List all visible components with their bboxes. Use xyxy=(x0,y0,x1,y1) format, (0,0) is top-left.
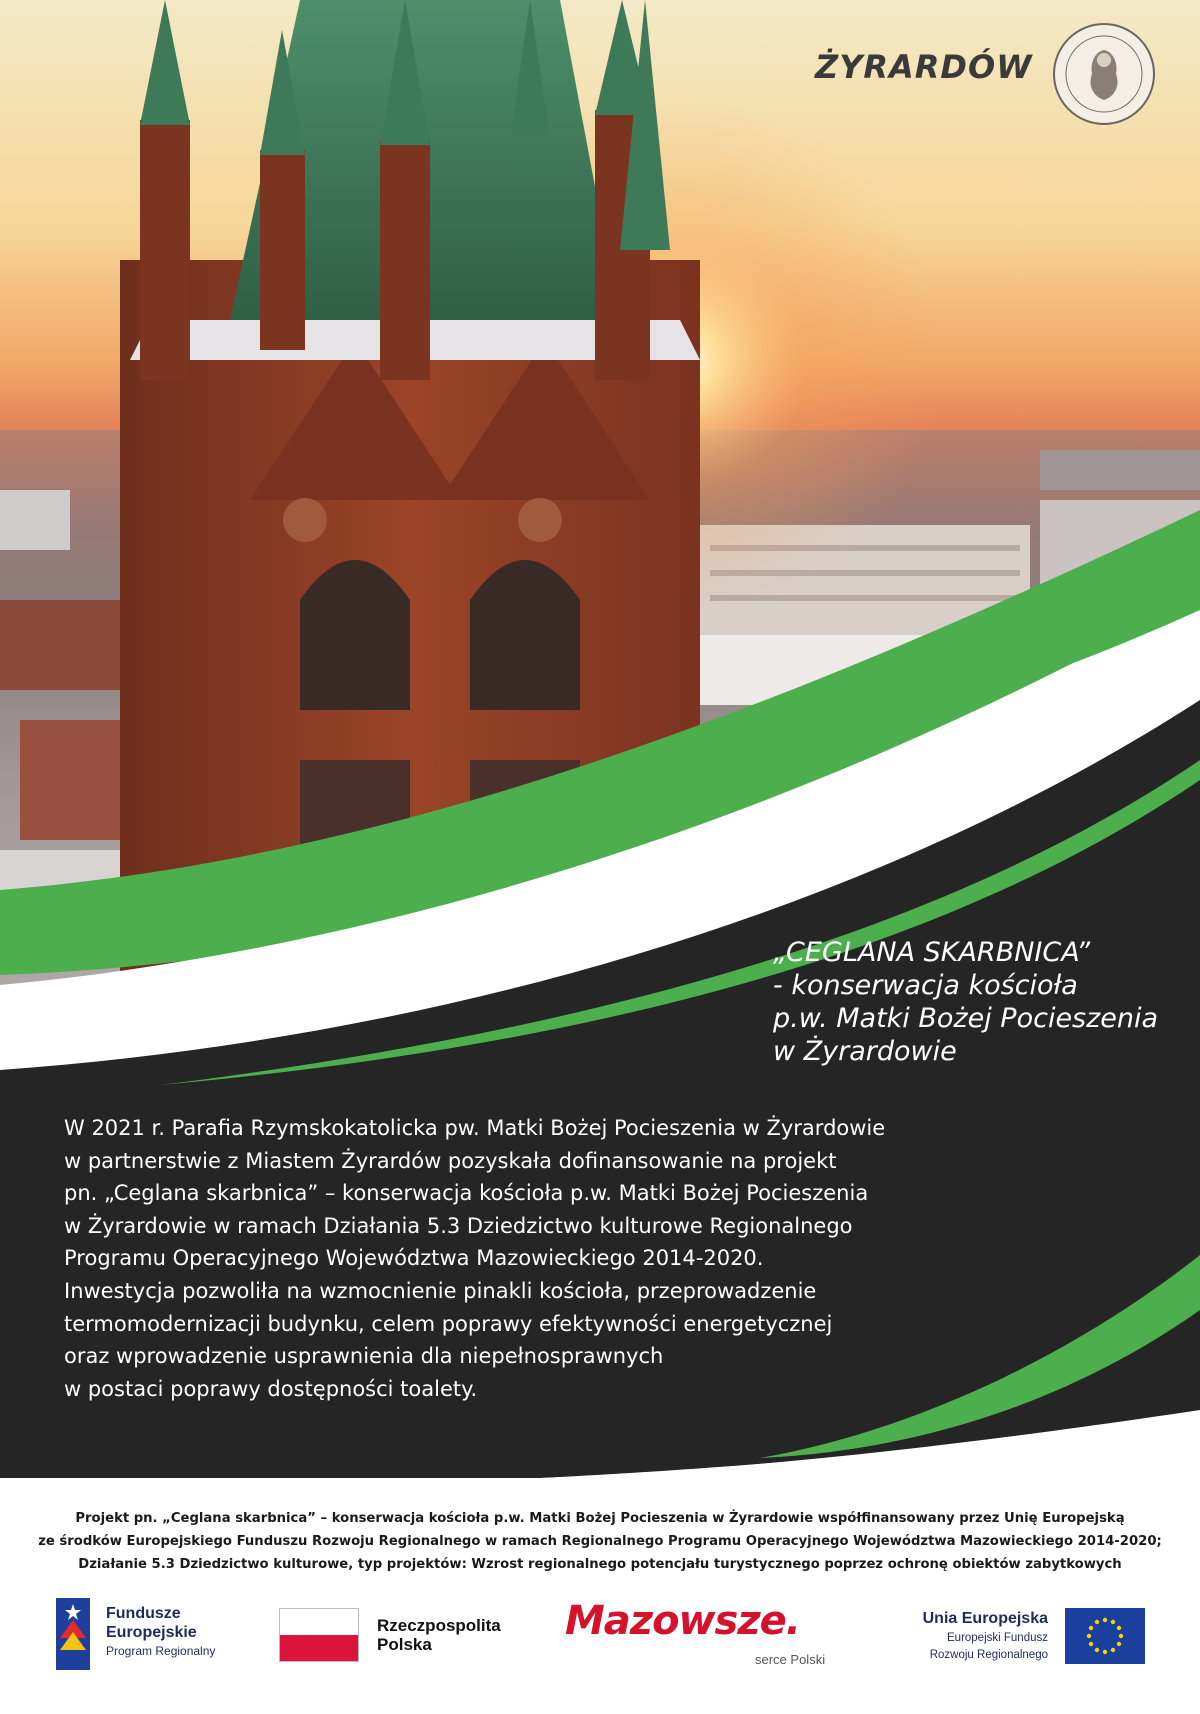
description-line: oraz wprowadzenie usprawnienia dla niepełnosprawnych xyxy=(64,1344,664,1369)
mazowsze-logo: Mazowsze. xyxy=(565,1598,800,1644)
title-line: w Żyrardowie xyxy=(773,1036,957,1067)
parish-seal-icon xyxy=(1052,22,1156,126)
eu-flag-icon xyxy=(1065,1608,1145,1664)
eu-line3: Rozwoju Regionalnego xyxy=(929,1649,1048,1661)
description-line: w partnerstwie z Miastem Żyrardów pozyskała dofinansowanie na projekt xyxy=(64,1148,837,1173)
project-description xyxy=(64,1112,1064,1405)
mazowsze-tagline: serce Polski xyxy=(755,1652,826,1667)
description-line: termomodernizacji budynku, celem poprawy efektywności energetycznej xyxy=(64,1311,833,1336)
funding-note xyxy=(30,1507,1170,1576)
eu-line2: Europejski Fundusz xyxy=(947,1632,1048,1644)
city-logo xyxy=(815,32,1033,102)
description-line: w Żyrardowie w ramach Działania 5.3 Dziedzictwo kulturowe Regionalnego xyxy=(64,1213,853,1238)
description-line: Inwestycja pozwoliła na wzmocnienie pinakli kościoła, przeprowadzenie xyxy=(64,1278,817,1303)
title-line: „CEGLANA SKARBNICA” xyxy=(773,937,1091,968)
fundusze-line2: Europejskie xyxy=(106,1624,197,1641)
rp-line1: Rzeczpospolita xyxy=(377,1616,501,1635)
rzeczpospolita-logo xyxy=(377,1616,501,1654)
description-line: w postaci poprawy dostępności toalety. xyxy=(64,1376,478,1401)
fundusze-line3: Program Regionalny xyxy=(106,1644,216,1658)
title-line: - konserwacja kościoła xyxy=(773,970,1078,1001)
partner-logos xyxy=(0,1590,1200,1700)
project-title xyxy=(773,936,1193,1068)
description-line: Programu Operacyjnego Województwa Mazowieckiego 2014-2020. xyxy=(64,1246,764,1271)
fundusze-line1: Fundusze xyxy=(106,1605,181,1622)
eu-logo xyxy=(880,1608,1048,1664)
eu-line1: Unia Europejska xyxy=(922,1610,1048,1627)
fundusze-europejskie-icon xyxy=(56,1598,90,1670)
funding-line: Działanie 5.3 Dziedzictwo kulturowe, typ projektów: Wzrost regionalnego potencjału turystycznego poprzez ochronę obiektów zabytkowych xyxy=(78,1557,1122,1572)
description-line: pn. „Ceglana skarbnica” – konserwacja kościoła p.w. Matki Bożej Pocieszenia xyxy=(64,1181,869,1206)
polish-flag-icon xyxy=(279,1608,359,1662)
rp-line2: Polska xyxy=(377,1635,432,1654)
funding-line: ze środków Europejskiego Funduszu Rozwoju Regionalnego w ramach Regionalnego Programu Operacyjnego Województwa Mazowieckiego 2014-2020; xyxy=(38,1534,1162,1549)
description-line: W 2021 r. Parafia Rzymskokatolicka pw. Matki Bożej Pocieszenia w Żyrardowie xyxy=(64,1116,886,1140)
title-line: p.w. Matki Bożej Pocieszenia xyxy=(773,1003,1159,1034)
city-logo-text: ŻYRARDÓW xyxy=(815,48,1033,86)
fundusze-europejskie-logo xyxy=(106,1604,215,1660)
funding-line: Projekt pn. „Ceglana skarbnica” – konserwacja kościoła p.w. Matki Bożej Pocieszenia w Żyrardowie współfinansowany przez Unię Europejską xyxy=(75,1511,1125,1526)
